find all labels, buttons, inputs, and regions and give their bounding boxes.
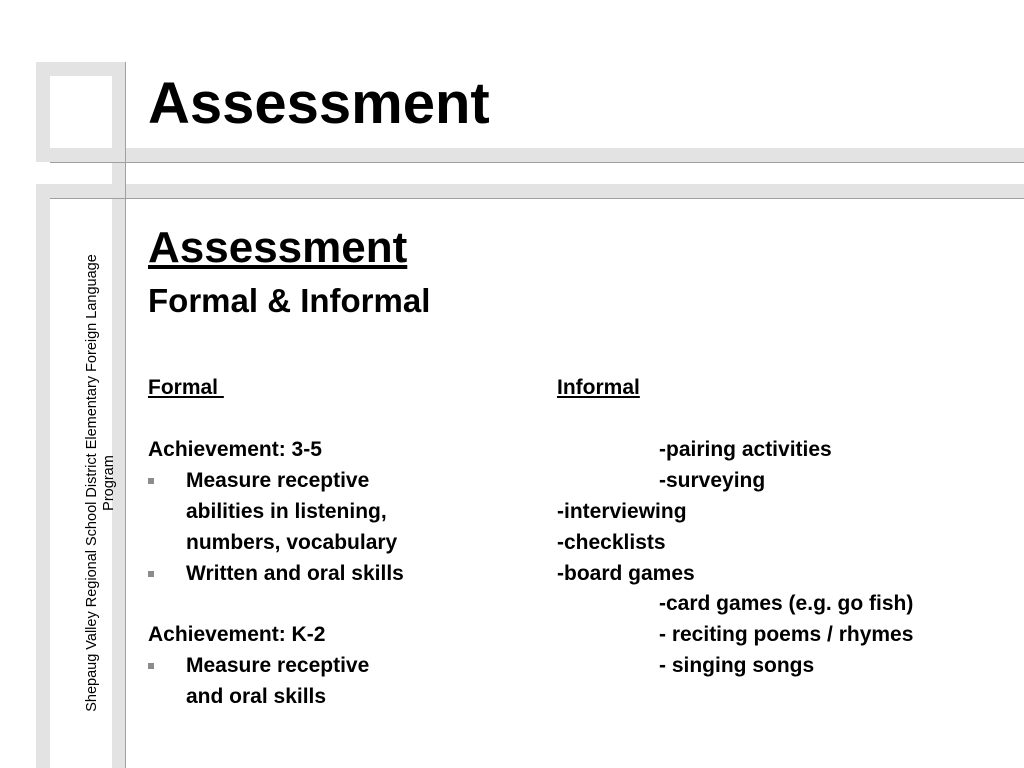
content-subheading: Formal & Informal xyxy=(148,282,431,319)
informal-item: - singing songs xyxy=(659,654,815,677)
bullet-marker xyxy=(148,663,154,669)
informal-item: -checklists xyxy=(557,531,666,554)
informal-item: - reciting poems / rhymes xyxy=(659,623,914,646)
frame-body-band xyxy=(36,184,1024,198)
formal-group-label: Achievement: 3-5 xyxy=(148,438,322,461)
frame-header-line xyxy=(50,162,1024,163)
frame-left-band-lower xyxy=(36,184,50,768)
formal-bullet-text: numbers, vocabulary xyxy=(186,531,398,554)
frame-left-band-upper xyxy=(36,62,50,162)
slide-title: Assessment xyxy=(148,71,490,136)
formal-bullet-text: Measure receptive xyxy=(186,654,370,677)
informal-item: -interviewing xyxy=(557,500,687,523)
bullet-marker xyxy=(148,571,154,577)
informal-item: -surveying xyxy=(659,469,766,492)
formal-bullet-text: abilities in listening, xyxy=(186,500,387,523)
content-heading: Assessment xyxy=(148,223,408,272)
frame-body-line xyxy=(50,198,1024,199)
formal-bullet-text: and oral skills xyxy=(186,685,327,708)
informal-item: -pairing activities xyxy=(659,438,832,461)
formal-group-label: Achievement: K-2 xyxy=(148,623,326,646)
informal-column-title: Informal xyxy=(557,376,640,399)
informal-item: -card games (e.g. go fish) xyxy=(659,592,914,615)
frame-header-band xyxy=(36,148,1024,162)
formal-column-title: Formal xyxy=(148,376,224,399)
formal-bullet-text: Written and oral skills xyxy=(186,562,404,585)
bullet-marker xyxy=(148,478,154,484)
informal-item: -board games xyxy=(557,562,695,585)
frame-divider-line xyxy=(125,62,126,768)
sidebar-caption: Shepaug Valley Regional School District Elementary Foreign Language Program xyxy=(84,254,117,712)
formal-bullet-text: Measure receptive xyxy=(186,469,370,492)
